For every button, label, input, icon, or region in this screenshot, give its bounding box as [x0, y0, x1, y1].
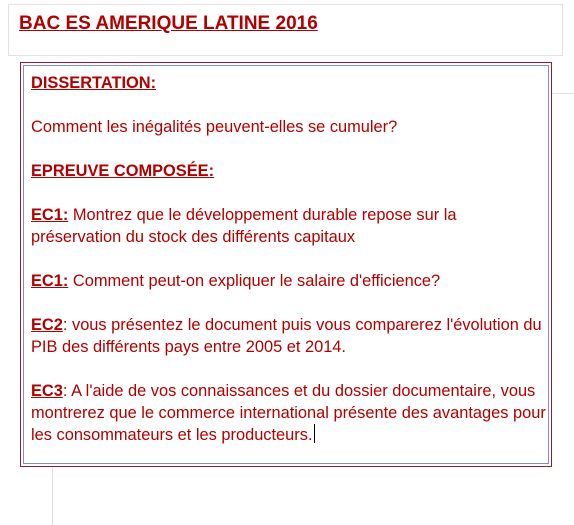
- layout-guide-line: [551, 93, 574, 94]
- question-text: : A l'aide de vos connaissances et du dossier documentaire, vous montrerez que le commerce international présente des avantages pour les consommateurs et les producteurs.: [31, 382, 546, 444]
- dissertation-heading: [31, 72, 548, 94]
- question-text: : vous présentez le document puis vous comparerez l'évolution du PIB des différents pays entre 2005 et 2014.: [31, 316, 542, 356]
- question-label: EC1:: [31, 206, 69, 224]
- dissertation-question: Comment les inégalités peuvent-elles se cumuler?: [31, 118, 398, 136]
- title-block[interactable]: [8, 4, 563, 56]
- epreuve-heading: [31, 160, 548, 182]
- question-label: EC1:: [31, 272, 69, 290]
- content-editable-area[interactable]: [23, 65, 549, 464]
- question-item-ec2: [31, 314, 548, 358]
- question-label: EC2: [31, 316, 63, 334]
- question-text: Montrez que le développement durable repose sur la préservation du stock des différents capitaux: [31, 206, 457, 246]
- dissertation-heading-text: DISSERTATION:: [31, 74, 157, 92]
- question-item-ec1-a: [31, 204, 548, 248]
- question-item-ec1-b: [31, 270, 548, 292]
- text-cursor: [314, 424, 315, 443]
- document-title: BAC ES AMERIQUE LATINE 2016: [19, 13, 318, 34]
- content-block[interactable]: [20, 62, 552, 467]
- question-label: EC3: [31, 382, 63, 400]
- question-text: Comment peut-on expliquer le salaire d'efficience?: [68, 272, 441, 290]
- question-item-ec3: [31, 380, 548, 446]
- layout-guide-line: [52, 467, 53, 525]
- epreuve-heading-text: EPREUVE COMPOSÉE:: [31, 162, 215, 180]
